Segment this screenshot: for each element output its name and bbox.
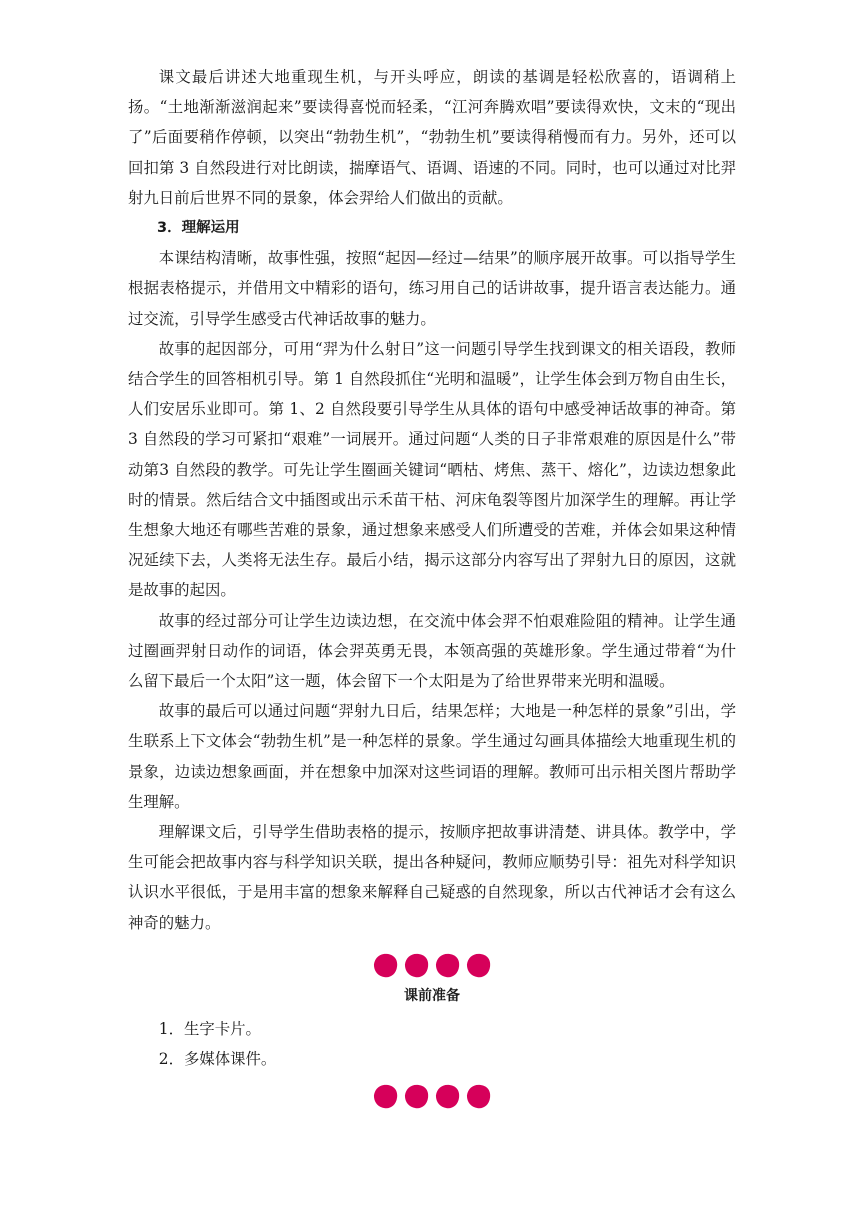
- dot-row: [128, 1080, 736, 1112]
- paragraph-retelling: 理解课文后，引导学生借助表格的提示，按顺序把故事讲清楚、讲具体。教学中，学生可能会把故事内容与科学知识关联，提出各种疑问，教师应顺势引导：祖先对科学知识认识水平很低，于是用丰富的想象来解释自己疑惑的自然现象，所以古代神话才会有这么神奇的魅力。: [128, 823, 736, 932]
- red-dot-icon: [372, 1083, 399, 1110]
- red-dot-icon: [465, 1083, 492, 1110]
- paragraph-story-result: 故事的最后可以通过问题“羿射九日后，结果怎样；大地是一种怎样的景象”引出，学生联系上下文体会“勃勃生机”是一种怎样的景象。学生通过勾画具体描绘大地重现生机的景象，边读边想象画面，并在想象中加深对这些词语的理解。教师可出示相关图片帮助学生理解。: [128, 702, 736, 811]
- red-dot-icon: [372, 952, 399, 979]
- section-divider-bottom: [128, 1080, 736, 1112]
- dot-row: [128, 950, 736, 982]
- paragraph-reading-guidance: 课文最后讲述大地重现生机，与开头呼应，朗读的基调是轻松欣喜的，语调稍上扬。“土地渐渐滋润起来”要读得喜悦而轻柔，“江河奔腾欢唱”要读得欢快，文末的“现出了”后面要稍作停顿，以突出“勃勃生机”，“勃勃生机”要读得稍慢而有力。另外，还可以回扣第 3 自然段进行对比朗读，揣摩语气、语调、语速的不同。同时，也可以通过对比羿射九日前后世界不同的景象，体会羿给人们做出的贡献。: [128, 68, 736, 207]
- paragraph-story-process: 故事的经过部分可让学生边读边想，在交流中体会羿不怕艰难险阻的精神。让学生通过圈画羿射日动作的词语，体会羿英勇无畏，本领高强的英雄形象。学生通过带着“为什么留下最后一个太阳”这一题，体会留下一个太阳是为了给世界带来光明和温暖。: [128, 611, 736, 691]
- red-dot-icon: [403, 1083, 430, 1110]
- section-divider-top: [128, 950, 736, 1008]
- red-dot-icon: [465, 952, 492, 979]
- paragraph-structure: 本课结构清晰，故事性强，按照“起因—经过—结果”的顺序展开故事。可以指导学生根据表格提示，并借用文中精彩的语句，练习用自己的话讲故事，提升语言表达能力。通过交流，引导学生感受古代神话故事的魅力。: [128, 249, 736, 328]
- section-title-preparation: 课前准备: [404, 987, 460, 1004]
- preparation-list: [128, 1014, 736, 1074]
- heading-understanding-application: 3．理解运用: [157, 220, 240, 237]
- red-dot-icon: [403, 952, 430, 979]
- list-item: 2．多媒体课件。: [158, 1050, 277, 1069]
- document-page: [128, 62, 736, 1112]
- paragraph-story-cause: 故事的起因部分，可用“羿为什么射日”这一问题引导学生找到课文的相关语段，教师结合学生的回答相机引导。第 1 自然段抓住“光明和温暖”，让学生体会到万物自由生长，人们安居乐业即可。第 1、2 自然段要引导学生从具体的语句中感受神话故事的神奇。第 3 自然段的学习可紧扣“艰难”一词展开。通过问题“人类的日子非常艰难的原因是什么”带动第3 自然段的教学。可先让学生圈画关键词“晒枯、烤焦、蒸干、熔化”，边读边想象此时的情景。然后结合文中插图或出示禾苗干枯、河床龟裂等图片加深学生的理解。再让学生想象大地还有哪些苦难的景象，通过想象来感受人们所遭受的苦难，并体会如果这种情况延续下去，人类将无法生存。最后小结，揭示这部分内容写出了羿射九日的原因，这就是故事的起因。: [128, 339, 736, 600]
- list-item: 1．生字卡片。: [158, 1019, 261, 1038]
- red-dot-icon: [434, 1083, 461, 1110]
- red-dot-icon: [434, 952, 461, 979]
